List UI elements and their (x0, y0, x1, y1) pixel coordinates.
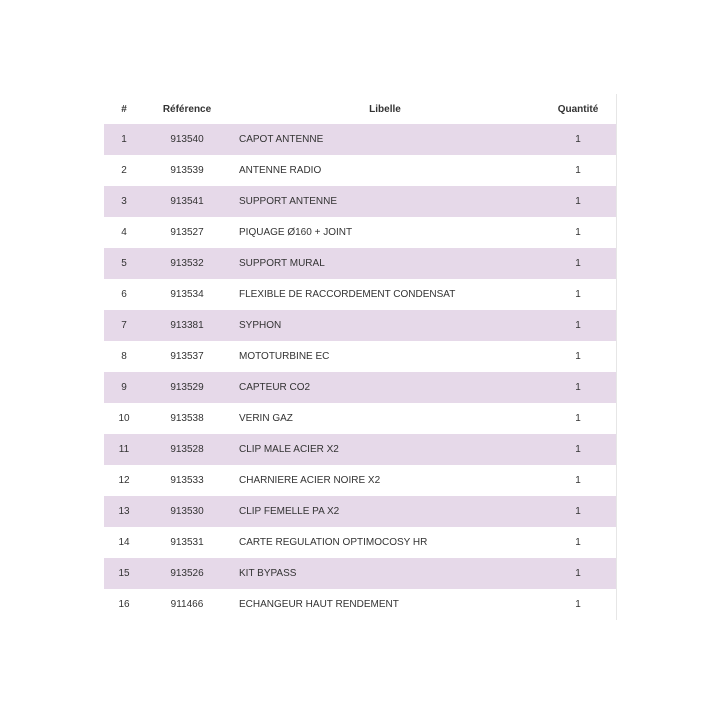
parts-table-container (104, 94, 617, 620)
header-reference: Référence (162, 103, 212, 115)
cell-libelle: ECHANGEUR HAUT RENDEMENT (239, 599, 399, 610)
table-row (104, 434, 616, 465)
cell-quantite: 1 (575, 227, 581, 238)
cell-libelle: ANTENNE RADIO (239, 165, 322, 176)
cell-reference: 913529 (170, 382, 204, 393)
cell-libelle: SUPPORT MURAL (239, 258, 325, 269)
cell-quantite: 1 (575, 506, 581, 517)
cell-libelle: FLEXIBLE DE RACCORDEMENT CONDENSAT (239, 289, 456, 300)
cell-reference: 913534 (170, 289, 204, 300)
cell-quantite: 1 (575, 289, 581, 300)
cell-quantite: 1 (575, 568, 581, 579)
cell-num: 1 (121, 134, 127, 145)
cell-num: 2 (121, 165, 127, 176)
cell-num: 11 (118, 444, 130, 455)
table-row (104, 465, 616, 496)
table-row (104, 403, 616, 434)
cell-reference: 913530 (170, 506, 204, 517)
cell-libelle: CARTE REGULATION OPTIMOCOSY HR (239, 537, 428, 548)
cell-quantite: 1 (575, 599, 581, 610)
cell-reference: 913541 (170, 196, 204, 207)
cell-libelle: KIT BYPASS (239, 568, 297, 579)
cell-libelle: CLIP FEMELLE PA X2 (239, 506, 340, 517)
table-row (104, 589, 616, 620)
cell-libelle: CLIP MALE ACIER X2 (239, 444, 339, 455)
cell-reference: 913527 (170, 227, 204, 238)
cell-quantite: 1 (575, 320, 581, 331)
cell-num: 12 (118, 475, 130, 486)
header-num: # (121, 103, 127, 115)
table-row (104, 496, 616, 527)
cell-libelle: CHARNIERE ACIER NOIRE X2 (239, 475, 381, 486)
table-row (104, 124, 616, 155)
cell-quantite: 1 (575, 258, 581, 269)
cell-num: 14 (118, 537, 130, 548)
cell-libelle: VERIN GAZ (239, 413, 293, 424)
table-row (104, 279, 616, 310)
cell-quantite: 1 (575, 444, 581, 455)
table-row (104, 217, 616, 248)
table-row (104, 527, 616, 558)
cell-reference: 913539 (170, 165, 204, 176)
cell-num: 4 (121, 227, 127, 238)
parts-table-header (104, 94, 616, 124)
table-row (104, 310, 616, 341)
cell-quantite: 1 (575, 382, 581, 393)
cell-num: 8 (121, 351, 127, 362)
cell-libelle: CAPTEUR CO2 (239, 382, 311, 393)
header-row (104, 94, 616, 124)
cell-quantite: 1 (575, 134, 581, 145)
cell-num: 15 (118, 568, 130, 579)
table-row (104, 341, 616, 372)
cell-reference: 913540 (170, 134, 204, 145)
cell-num: 9 (121, 382, 127, 393)
cell-reference: 913537 (170, 351, 204, 362)
cell-reference: 913528 (170, 444, 204, 455)
table-row (104, 372, 616, 403)
parts-table-body (104, 124, 616, 620)
parts-table (104, 94, 616, 620)
cell-num: 6 (121, 289, 127, 300)
header-quantite: Quantité (557, 103, 599, 115)
cell-quantite: 1 (575, 475, 581, 486)
cell-reference: 913538 (170, 413, 204, 424)
table-row (104, 155, 616, 186)
cell-num: 7 (121, 320, 127, 331)
cell-num: 13 (118, 506, 130, 517)
table-row (104, 248, 616, 279)
cell-reference: 913381 (170, 320, 204, 331)
cell-num: 16 (118, 599, 130, 610)
cell-quantite: 1 (575, 165, 581, 176)
cell-quantite: 1 (575, 537, 581, 548)
cell-libelle: MOTOTURBINE EC (239, 351, 330, 362)
cell-reference: 911466 (170, 599, 204, 610)
cell-num: 3 (121, 196, 127, 207)
cell-libelle: CAPOT ANTENNE (239, 134, 324, 145)
table-row (104, 186, 616, 217)
cell-reference: 913532 (170, 258, 204, 269)
cell-quantite: 1 (575, 196, 581, 207)
header-libelle: Libelle (369, 103, 401, 115)
cell-quantite: 1 (575, 413, 581, 424)
cell-reference: 913533 (170, 475, 204, 486)
cell-libelle: SUPPORT ANTENNE (239, 196, 337, 207)
cell-reference: 913531 (170, 537, 204, 548)
cell-num: 10 (118, 413, 130, 424)
cell-quantite: 1 (575, 351, 581, 362)
cell-num: 5 (121, 258, 127, 269)
cell-libelle: SYPHON (239, 320, 282, 331)
cell-reference: 913526 (170, 568, 204, 579)
table-row (104, 558, 616, 589)
cell-libelle: PIQUAGE Ø160 + JOINT (239, 227, 353, 238)
